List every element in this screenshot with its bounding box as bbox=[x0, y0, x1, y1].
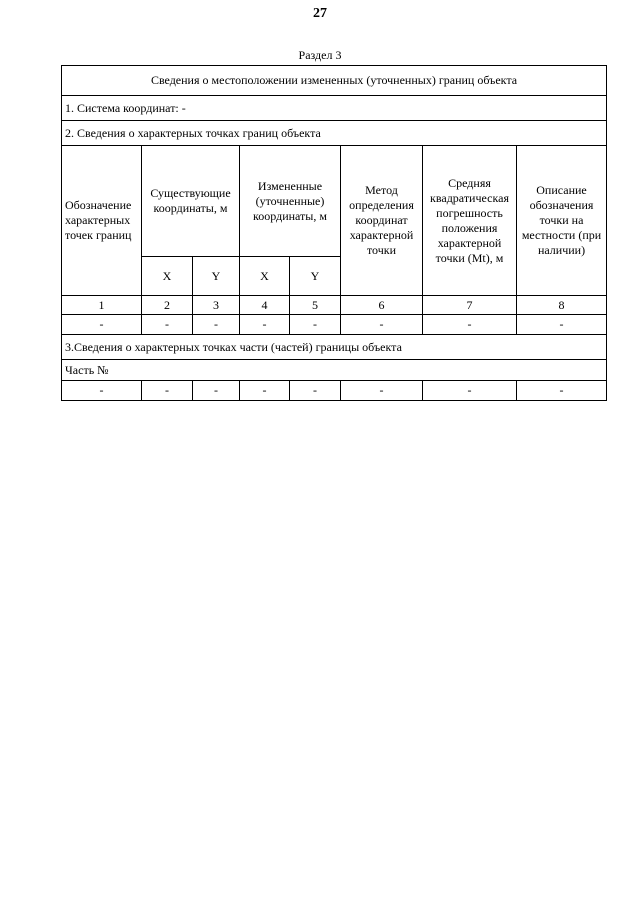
column-number: 7 bbox=[423, 296, 517, 315]
table-cell: - bbox=[290, 381, 341, 401]
existing-y-header: Y bbox=[193, 257, 240, 296]
part-label: Часть № bbox=[62, 360, 607, 381]
table-cell: - bbox=[193, 381, 240, 401]
points-section-header: 2. Сведения о характерных точках границ объекта bbox=[62, 121, 607, 146]
col-error-header: Средняя квадратическая погрешность положения характерной точки (Mt), м bbox=[423, 146, 517, 296]
section-label: Раздел 3 bbox=[298, 48, 342, 62]
part-section-header: 3.Сведения о характерных точках части (частей) границы объекта bbox=[62, 335, 607, 360]
coordinate-system: 1. Система координат: - bbox=[62, 96, 607, 121]
changed-y-header: Y bbox=[290, 257, 341, 296]
column-number: 3 bbox=[193, 296, 240, 315]
page-number: 27 bbox=[313, 6, 327, 21]
table-cell: - bbox=[341, 381, 423, 401]
column-number: 1 bbox=[62, 296, 142, 315]
table-cell: - bbox=[142, 381, 193, 401]
col-existing-coords-header: Существующие координаты, м bbox=[142, 146, 240, 257]
column-number: 4 bbox=[240, 296, 290, 315]
table-cell: - bbox=[240, 381, 290, 401]
table-cell: - bbox=[62, 381, 142, 401]
column-number: 5 bbox=[290, 296, 341, 315]
table-cell: - bbox=[62, 315, 142, 335]
existing-x-header: X bbox=[142, 257, 193, 296]
boundary-points-table bbox=[61, 65, 607, 401]
table-cell: - bbox=[142, 315, 193, 335]
table-cell: - bbox=[423, 315, 517, 335]
table-cell: - bbox=[240, 315, 290, 335]
table-title: Сведения о местоположении измененных (уточненных) границ объекта bbox=[62, 66, 607, 96]
table-cell: - bbox=[517, 381, 607, 401]
table-cell: - bbox=[290, 315, 341, 335]
table-cell: - bbox=[423, 381, 517, 401]
col-method-header: Метод определения координат характерной точки bbox=[341, 146, 423, 296]
column-number: 8 bbox=[517, 296, 607, 315]
col-description-header: Описание обозначения точки на местности (при наличии) bbox=[517, 146, 607, 296]
table-cell: - bbox=[193, 315, 240, 335]
table-cell: - bbox=[341, 315, 423, 335]
table-cell: - bbox=[517, 315, 607, 335]
column-number: 2 bbox=[142, 296, 193, 315]
col-designation-header: Обозначение характерных точек границ bbox=[62, 146, 142, 296]
column-number: 6 bbox=[341, 296, 423, 315]
col-changed-coords-header: Измененные (уточненные) координаты, м bbox=[240, 146, 341, 257]
changed-x-header: X bbox=[240, 257, 290, 296]
